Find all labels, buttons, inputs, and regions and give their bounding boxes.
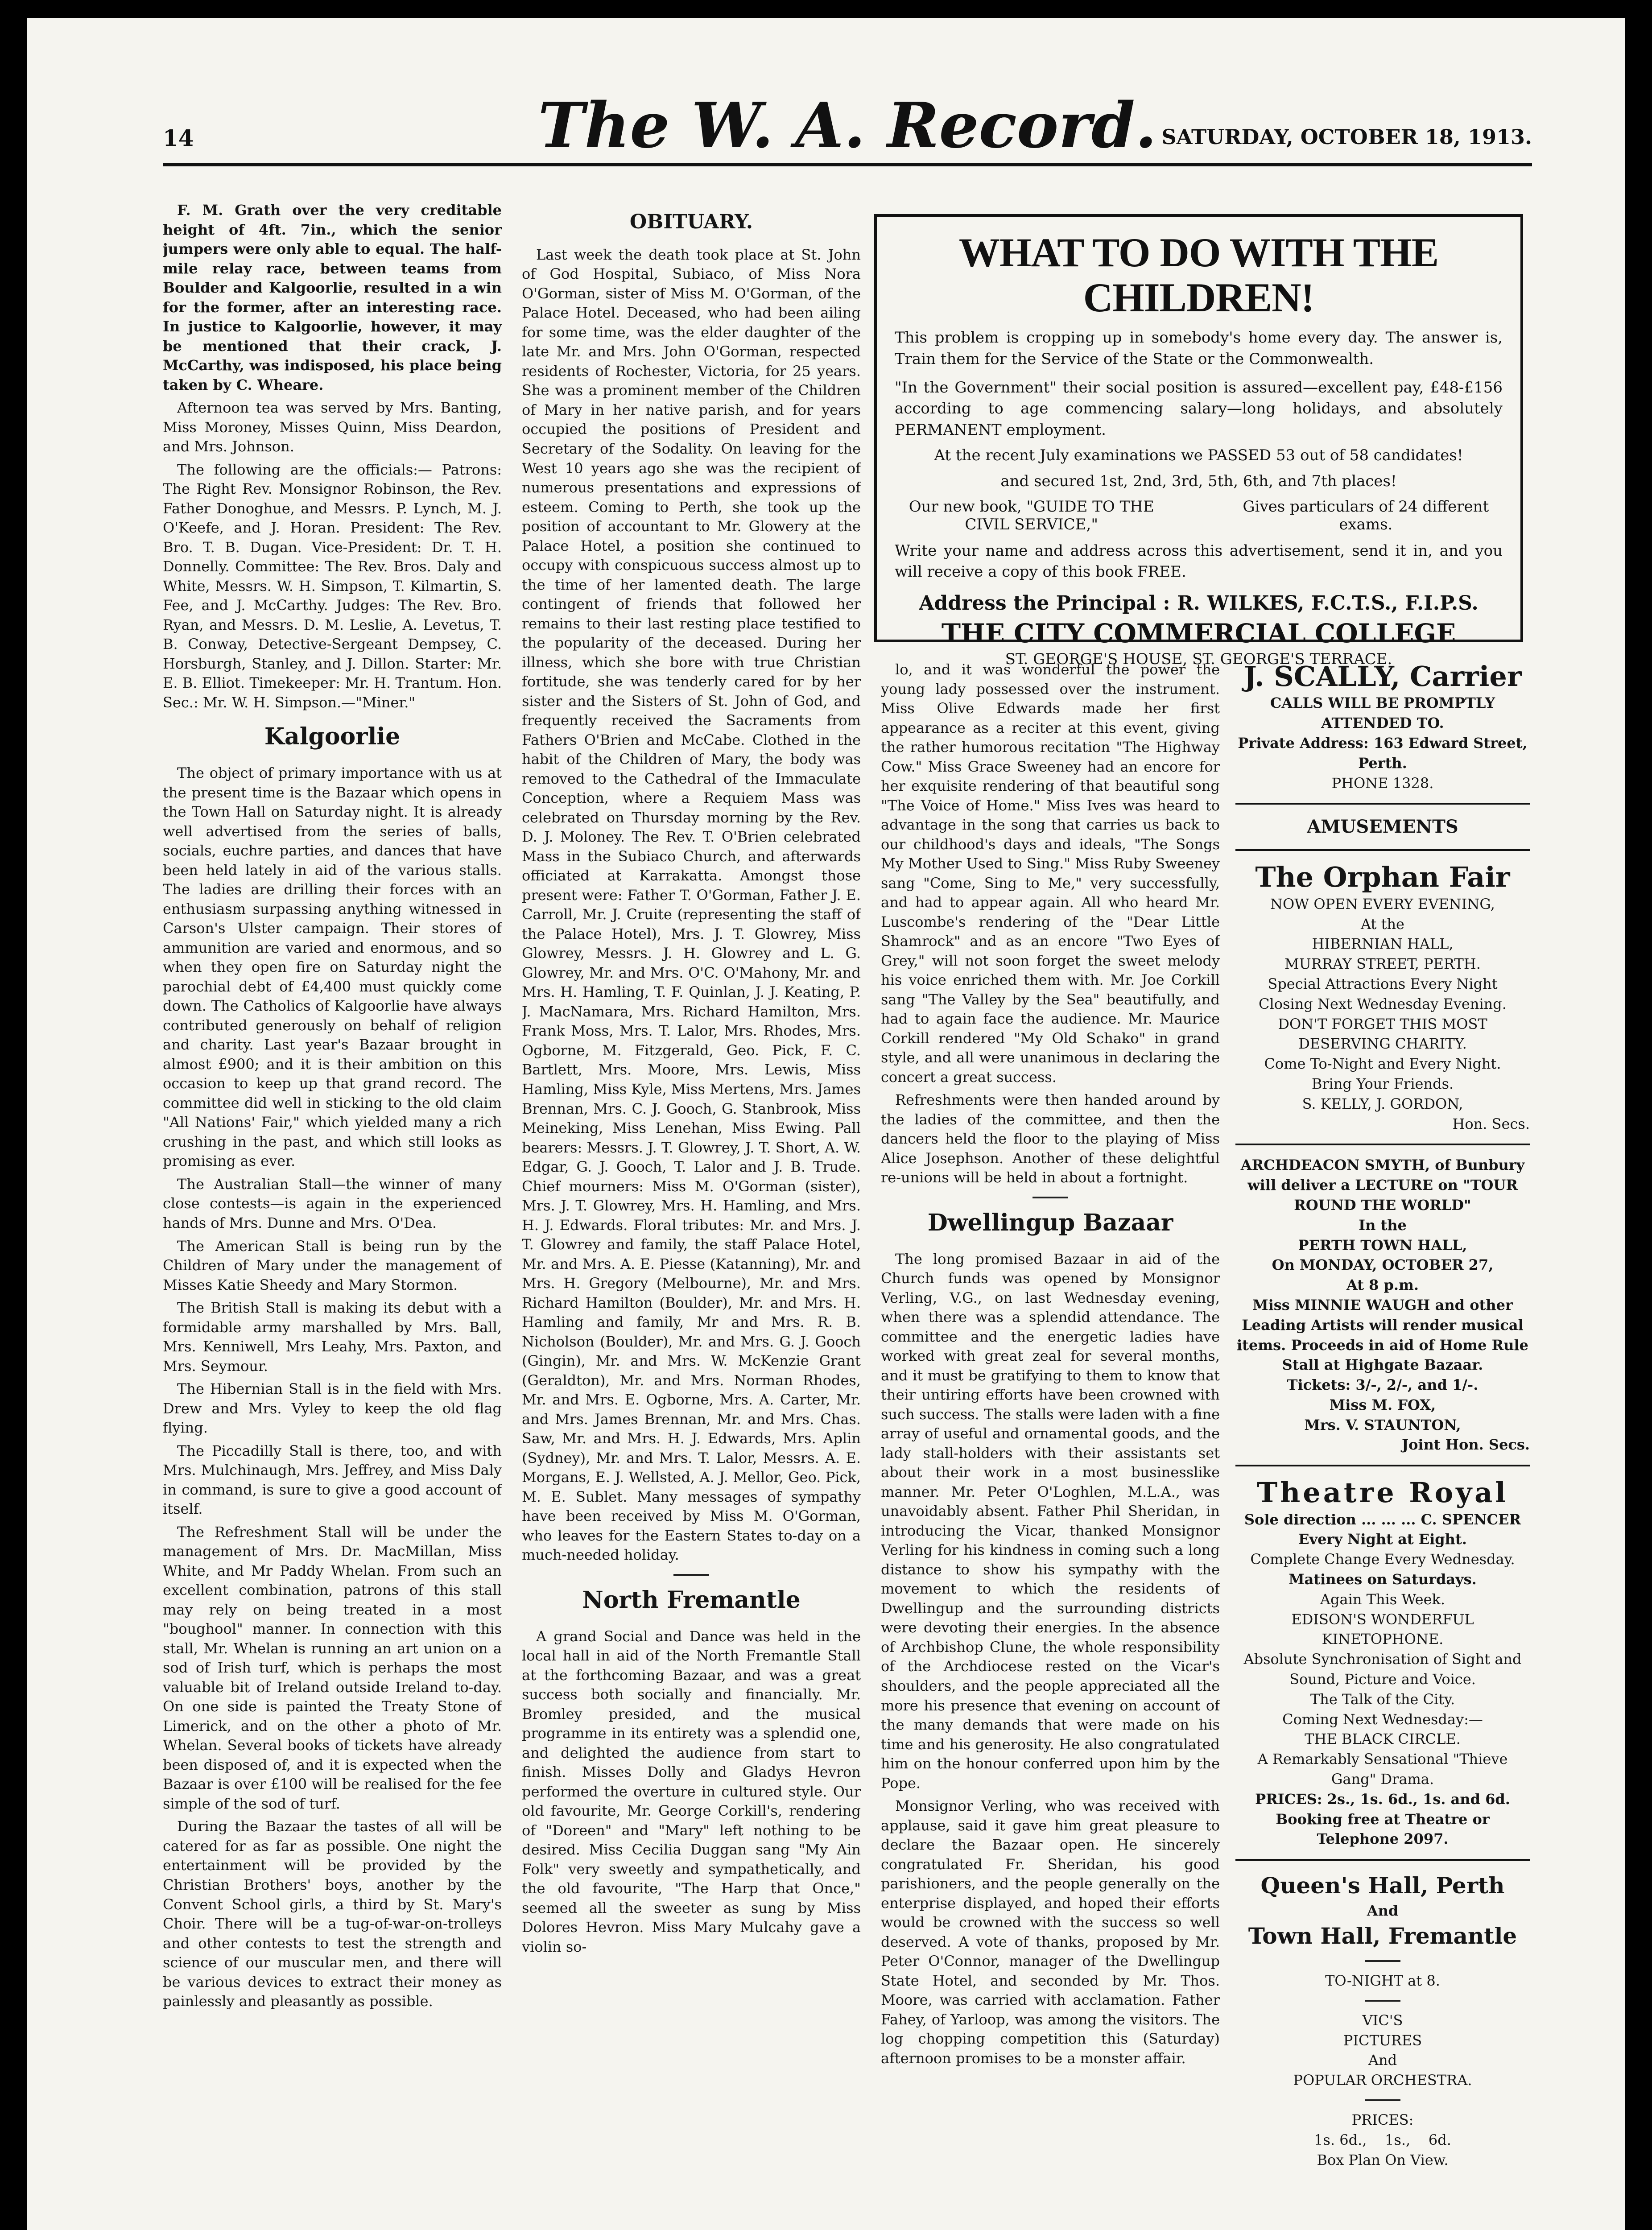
queens-line: VIC'S xyxy=(1362,2011,1403,2029)
theatre-line: Complete Change Every Wednesday. xyxy=(1250,1551,1515,1568)
theatre-line: THE BLACK CIRCLE. xyxy=(1305,1730,1461,1748)
orphan-line: Bring Your Friends. xyxy=(1311,1075,1454,1092)
town-hall-title: Town Hall, Fremantle xyxy=(1248,1923,1517,1949)
queens-line: Box Plan On View. xyxy=(1317,2151,1449,2168)
theatre-line: Absolute Synchronisation of Sight and Sound, Picture and Voice. xyxy=(1243,1651,1522,1688)
paragraph: Afternoon tea was served by Mrs. Banting, Miss Moroney, Misses Quinn, Miss Deardon, and Mrs. Johnson. xyxy=(163,399,502,455)
paragraph: The long promised Bazaar in aid of the Church funds was opened by Monsignor Verling, V.G., on last Wednesday evening, when there was a splendid attendance. The committee and the energetic ladies have worked with great zeal for several months, and it must be gratifying to them to know that their untiring efforts have been crowned with such success. The stalls were laden with a fine array of useful and ornamental goods, and the lady stall-holders with their assistants set about their work in a most businesslike manner. Mr. Peter O'Loghlen, M.L.A., was unavoidably absent. Father Phil Sheridan, in introducing the Vicar, thanked Monsignor Verling for his kindness in coming such a long distance to show his sympathy with the movement to which the residents of Dwellingup and the surrounding districts were devoting their energies. In the absence of Archbishop Clune, the whole responsibility of the Archdiocese rested on the Vicar's shoulders, and the people appreciated all the more his presence that evening on account of the many demands that were made on his time and his generosity. He also congratulated him on the honour conferred upon him by the Pope. xyxy=(881,1250,1220,1792)
divider xyxy=(1365,2000,1400,2002)
ad-heading: WHAT TO DO WITH THE CHILDREN! xyxy=(958,230,1439,321)
scally-line: CALLS WILL BE PROMPTLY ATTENDED TO. xyxy=(1270,694,1495,732)
lecture-line: ARCHDEACON SMYTH, of Bunbury will deliver a LECTURE on "TOUR ROUND THE WORLD" xyxy=(1240,1156,1525,1214)
ad-book-right: Gives particulars of 24 different exams. xyxy=(1243,497,1489,533)
lecture-line: On MONDAY, OCTOBER 27, xyxy=(1272,1256,1494,1274)
ad-results: At the recent July examinations we PASSED 53 out of 58 candidates! xyxy=(934,446,1463,465)
queens-hall-title: Queen's Hall, Perth xyxy=(1260,1872,1505,1899)
divider xyxy=(673,1574,709,1576)
theatre-line: A Remarkably Sensational "Thieve Gang" Drama. xyxy=(1257,1751,1508,1788)
section-heading-north-fremantle: North Fremantle xyxy=(582,1586,801,1614)
page-number: 14 xyxy=(163,125,194,151)
paragraph: The American Stall is being run by the Children of Mary under the management of Misses Katie Sheedy and Mary Stormon. xyxy=(163,1237,502,1293)
theatre-line: Again This Week. xyxy=(1320,1590,1446,1608)
ad-book-row xyxy=(895,498,1503,533)
theatre-line: Sole direction ... ... ... C. SPENCER xyxy=(1244,1511,1521,1528)
scally-line: Private Address: 163 Edward Street, Perth. xyxy=(1238,734,1528,772)
ad-location: ST. GEORGE'S HOUSE, ST. GEORGE'S TERRACE. xyxy=(1005,650,1392,668)
column-4-ads xyxy=(1235,660,1530,2230)
masthead xyxy=(163,89,1532,165)
paragraph: Last week the death took place at St. John of God Hospital, Subiaco, of Miss Nora O'Gorman, sister of Miss M. O'Gorman, of the Palace Hotel. Deceased, who had been ailing for some time, was the elder daughter of the late Mr. and Mrs. John O'Gorman, respected residents of Rochester, Victoria, for 25 years. She was a prominent member of the Children of Mary in her native parish, and for years occupied the positions of President and Secretary of the Sodality. On leaving for the West 10 years ago she was the recipient of numerous presentations and expressions of esteem. Coming to Perth, she took up the position of accountant to Mr. Glowery at the Palace Hotel, a position she continued to occupy with conspicuous success almost up to the time of her lamented death. The large contingent of friends that followed her remains to their last resting place testified to the popularity of the deceased. During her illness, which she bore with true Christian fortitude, she was tenderly cared for by her sister and the Sisters of St. John of God, and frequently received the Sacraments from Fathers O'Brien and McCabe. Clothed in the habit of the Children of Mary, the body was removed to the Cathedral of the Immaculate Conception, where a Requiem Mass was celebrated on Thursday morning by the Rev. D. J. Moloney. The Rev. T. O'Brien celebrated Mass in the Subiaco Church, and afterwards officiated at Karrakatta. Amongst those present were: Father T. O'Gorman, Father J. E. Carroll, Mr. J. Cruite (representing the staff of the Palace Hotel), Mrs. J. T. Glowrey, Miss Glowrey, Messrs. J. H. Glowrey and L. G. Glowrey, Mr. and Mrs. O'C. O'Mahony, Mr. and Mrs. H. Hamling, T. F. Quinlan, J. J. Keating, P. J. MacNamara, Mrs. Richard Hamilton, Mrs. Frank Moss, Mrs. T. Lalor, Mrs. Rhodes, Mrs. Ogborne, M. Fitzgerald, Geo. Pick, F. C. Bartlett, Mrs. Moore, Mrs. Lewis, Miss Hamling, Miss Kyle, Miss Mertens, Mrs. James Brennan, Mrs. C. J. Gooch, G. Stanbrook, Miss Meineking, Miss Lenehan, Miss Ewing. Pall bearers: Messrs. J. T. Glowrey, J. T. Short, A. W. Edgar, G. J. Gooch, T. Lalor and J. B. Trude. Chief mourners: Miss M. O'Gorman (sister), Mrs. J. T. Glowrey, Mrs. H. Hamling, and Mrs. H. J. Edwards. Floral tributes: Mr. and Mrs. J. T. Glowrey and family, the staff Palace Hotel, Mr. and Mrs. A. E. Piesse (Katanning), Mr. and Mrs. H. Gregory (Melbourne), Mr. and Mrs. Richard Hamilton (Boulder), Mr. and Mrs. H. Hamling and family, Mr and Mrs. R. B. Nicholson (Boulder), Mr. and Mrs. G. J. Gooch (Gingin), Mr. and Mrs. W. McKenzie Grant (Geraldton), Mr. and Mrs. Norman Rhodes, Mr. and Mrs. E. Ogborne, Mrs. A. Carter, Mr. and Mrs. James Brennan, Mr. and Mrs. Chas. Saw, Mr. and Mrs. H. J. Edwards, Mrs. Aplin (Sydney), Mr. and Mrs. T. Lalor, Messrs. A. E. Morgans, E. J. Wellsted, A. J. Mellor, Geo. Pick, M. E. Sublet. Many messages of sympathy have been received by Miss M. O'Gorman, who leaves for the Eastern States to-day on a much-needed holiday. xyxy=(522,246,861,1564)
column-1 xyxy=(163,201,502,2230)
masthead-title: The W. A. Record. xyxy=(538,89,1157,162)
scally-title: J. SCALLY, Carrier xyxy=(1243,660,1522,693)
paragraph: The Hibernian Stall is in the field with Mrs. Drew and Mrs. Vyley to keep the old flag flying. xyxy=(163,1380,502,1437)
section-heading-obituary: OBITUARY. xyxy=(629,211,753,233)
theatre-line: Coming Next Wednesday:— xyxy=(1282,1710,1483,1728)
queens-line: PICTURES xyxy=(1343,2032,1422,2049)
masthead-rule xyxy=(163,163,1532,166)
divider xyxy=(1235,849,1530,851)
queens-line: And xyxy=(1367,1902,1399,1920)
paragraph: A grand Social and Dance was held in the local hall in aid of the North Fremantle Stall at the forthcoming Bazaar, and was a great success both socially and financially. Mr. Bromley presided, and the musical programme in its entirety was a splendid one, and delighted the audience from start to finish. Misses Dolly and Gladys Hevron performed the overture in cultured style. Our old favourite, Mr. George Corkill's, rendering of "Doreen" and "Mary" left nothing to be desired. Miss Cecilia Duggan sang "My Ain Folk" very sweetly and sympathetically, and the old favourite, "The Harp that Once," seemed all the sweeter as sung by Miss Dolores Hevron. Miss Mary Mulcahy gave a violin so- xyxy=(522,1627,861,1955)
divider xyxy=(1235,1859,1530,1861)
scally-line: PHONE 1328. xyxy=(1331,774,1434,792)
newspaper-page xyxy=(27,18,1625,2230)
paragraph: Refreshments were then handed around by the ladies of the committee, and then the dancers held the floor to the playing of Miss Alice Josephson. Another of these delightful re-unions will be held in about a fortnight. xyxy=(881,1091,1220,1186)
orphan-line: HIBERNIAN HALL, xyxy=(1312,935,1454,953)
paragraph: During the Bazaar the tastes of all will be catered for as far as possible. One night the entertainment will be provided by the Christian Brothers' boys, another by the Convent School girls, a third by St. Mary's Choir. There will be a tug-of-war-on-trolleys and other contests to test the strength and science of our muscular men, and there will be various devices to extract their money as painlessly and pleasantly as possible. xyxy=(163,1818,502,2010)
lecture-line: Miss M. FOX, xyxy=(1329,1396,1436,1413)
orphan-fair-title: The Orphan Fair xyxy=(1255,861,1510,894)
paragraph: The following are the officials:— Patrons: The Right Rev. Monsignor Robinson, the Rev. Father Donoghue, and Messrs. P. Lynch, M. J. O'Keefe, and J. Horan. President: The Rev. Bro. T. B. Dugan. Vice-President: Dr. T. H. Donnelly. Committee: The Rev. Bros. Daly and White, Messrs. W. H. Simpson, T. Kilmartin, S. Fee, and J. McCarthy. Judges: The Rev. Bro. Ryan, and Messrs. D. M. Leslie, A. Levetus, T. B. Conway, Detective-Sergeant Dempsey, C. Horsburgh, Stanley, and J. Dillon. Starter: Mr. E. B. Elliot. Timekeeper: Mr. H. Trantum. Hon. Sec.: Mr. W. H. Simpson.—"Miner." xyxy=(163,461,502,711)
divider xyxy=(1365,2099,1400,2101)
lecture-line: PERTH TOWN HALL, xyxy=(1298,1236,1467,1254)
issue-date: SATURDAY, OCTOBER 18, 1913. xyxy=(1161,125,1532,149)
theatre-line: The Talk of the City. xyxy=(1310,1690,1455,1708)
lecture-line: Miss MINNIE WAUGH and other Leading Artists will render musical items. Proceeds in aid of Home Rule Stall at Highgate Bazaar. xyxy=(1237,1296,1528,1374)
queens-prices: 1s. 6d., 1s., 6d. xyxy=(1314,2131,1451,2148)
paragraph: Monsignor Verling, who was received with applause, said it gave him great pleasure to declare the Bazaar open. He sincerely congratulated Fr. Sheridan, his good parishioners, and the people generally on the enterprise displayed, and hoped their efforts would be crowned with the success so well deserved. A vote of thanks, proposed by Mr. Peter O'Connor, manager of the Dwellingup State Hotel, and seconded by Mr. Thos. Moore, was carried with acclamation. Father Fahey, of Yarloop, was among the visitors. The log chopping competition this (Saturday) afternoon promises to be a monster affair. xyxy=(881,1797,1220,2067)
paragraph: The British Stall is making its debut with a formidable army marshalled by Mrs. Ball, Mrs. Kenniwell, Mrs Leahy, Mrs. Paxton, and Mrs. Seymour. xyxy=(163,1299,502,1375)
orphan-line: Hon. Secs. xyxy=(1452,1115,1530,1132)
queens-line: POPULAR ORCHESTRA. xyxy=(1293,2072,1472,2089)
college-advertisement xyxy=(874,214,1523,668)
orphan-line: S. KELLY, J. GORDON, xyxy=(1302,1095,1463,1112)
theatre-line: Matinees on Saturdays. xyxy=(1289,1571,1477,1588)
lecture-line: Tickets: 3/-, 2/-, and 1/-. xyxy=(1287,1376,1479,1394)
section-heading-dwellingup: Dwellingup Bazaar xyxy=(927,1209,1173,1236)
column-2 xyxy=(522,201,861,2230)
theatre-line: Every Night at Eight. xyxy=(1298,1531,1467,1548)
column-3 xyxy=(881,660,1220,2230)
orphan-line: DON'T FORGET THIS MOST DESERVING CHARITY. xyxy=(1278,1015,1487,1053)
divider xyxy=(1235,1465,1530,1466)
lecture-line: At 8 p.m. xyxy=(1346,1276,1419,1294)
paragraph: The Piccadilly Stall is there, too, and with Mrs. Mulchinaugh, Mrs. Jeffrey, and Miss Daly in command, is sure to give a good account of itself. xyxy=(163,1442,502,1518)
orphan-line: At the xyxy=(1361,915,1404,933)
ad-text: Write your name and address across this advertisement, send it in, and you will receive a copy of this book FREE. xyxy=(895,541,1503,581)
lecture-line: Joint Hon. Secs. xyxy=(1401,1436,1530,1454)
theatre-line: EDISON'S WONDERFUL KINETOPHONE. xyxy=(1291,1611,1474,1648)
queens-line: TO-NIGHT at 8. xyxy=(1325,1972,1440,1990)
orphan-line: Closing Next Wednesday Evening. xyxy=(1259,995,1507,1012)
ad-places: and secured 1st, 2nd, 3rd, 5th, 6th, and 7th places! xyxy=(1000,472,1397,490)
orphan-line: NOW OPEN EVERY EVENING, xyxy=(1270,895,1495,913)
queens-line: And xyxy=(1368,2052,1397,2069)
ad-book-left: Our new book, "GUIDE TO THE CIVIL SERVICE," xyxy=(909,497,1154,533)
lecture-line: In the xyxy=(1359,1216,1407,1234)
orphan-line: Special Attractions Every Night xyxy=(1268,975,1498,992)
divider xyxy=(1365,1960,1400,1962)
paragraph: The Australian Stall—the winner of many close contests—is again in the experienced hands of Mrs. Dunne and Mrs. O'Dea. xyxy=(163,1175,502,1231)
amusements-heading: AMUSEMENTS xyxy=(1307,816,1458,838)
paragraph: The object of primary importance with us at the present time is the Bazaar which opens in the Town Hall on Saturday night. It is already well advertised from the series of balls, socials, euchre parties, and dances that have been held lately in aid of the various stalls. The ladies are drilling their forces with an enthusiasm surpassing anything witnessed in Carson's Ulster campaign. Their stores of ammunition are varied and enormous, and so when they open fire on Saturday night the parochial debt of £4,400 must quickly come down. The Catholics of Kalgoorlie have always contributed generously on behalf of religion and charity. Last year's Bazaar brought in almost £900; and it is their ambition on this occasion to keep up that grand record. The committee did well in sticking to the old claim "All Nations' Fair," which yielded many a rich crushing in the past, and which still looks as promising as ever. xyxy=(163,764,502,1170)
lecture-line: Mrs. V. STAUNTON, xyxy=(1304,1416,1461,1433)
divider xyxy=(1032,1197,1068,1198)
theatre-royal-title: Theatre Royal xyxy=(1257,1476,1508,1509)
theatre-line: PRICES: 2s., 1s. 6d., 1s. and 6d. Booking free at Theatre or Telephone 2097. xyxy=(1255,1790,1510,1848)
orphan-line: Come To-Night and Every Night. xyxy=(1264,1055,1501,1073)
paragraph: F. M. Grath over the very creditable height of 4ft. 7in., which the senior jumpers were only able to equal. The half-mile relay race, between teams from Boulder and Kalgoorlie, resulted in a win for the former, after an interesting race. In justice to Kalgoorlie, however, it may be mentioned that their crack, J. McCarthy, was indisposed, his place being taken by C. Wheare. xyxy=(163,202,502,393)
orphan-line: MURRAY STREET, PERTH. xyxy=(1284,955,1481,973)
divider xyxy=(1235,1144,1530,1145)
ad-college-name: THE CITY COMMERCIAL COLLEGE xyxy=(941,618,1456,648)
paragraph: lo, and it was wonderful the power the young lady possessed over the instrument. Miss Olive Edwards made her first appearance as a reciter at this event, giving the rather humorous recitation "The Highway Cow." Miss Grace Sweeney had an encore for her exquisite rendering of that beautiful song "The Voice of Home." Miss Ives was heard to advantage in the song that carries us back to our childhood's days and ideals, "The Songs My Mother Used to Sing." Miss Ruby Sweeney sang "Come, Sing to Me," very successfully, and had to appear again. All who heard Mr. Luscombe's rendering of the "Dear Little Shamrock" and as an encore "Two Eyes of Grey," will not soon forget the sweet melody his voice enriched them with. Mr. Joe Corkill sang "The Valley by the Sea" beautifully, and had to again face the audience. Mr. Maurice Corkill rendered "My Old Schako" in grand style, and all were unanimous in declaring the concert a great success. xyxy=(881,661,1220,1086)
ad-text: "In the Government" their social position is assured—excellent pay, £48-£156 according to age commencing salary—long holidays, and absolutely PERMANENT employment. xyxy=(895,378,1503,439)
ad-text: This problem is cropping up in somebody's home every day. The answer is, Train them for the Service of the State or the Commonwealth. xyxy=(895,329,1503,368)
section-heading-kalgoorlie: Kalgoorlie xyxy=(264,723,401,751)
ad-address: Address the Principal : R. WILKES, F.C.T.S., F.I.P.S. xyxy=(919,591,1479,615)
divider xyxy=(1235,803,1530,805)
queens-line: PRICES: xyxy=(1351,2111,1414,2128)
paragraph: The Refreshment Stall will be under the management of Mrs. Dr. MacMillan, Miss White, and Mr Paddy Whelan. From such an excellent combination, patrons of this stall may rely on being treated in a most "boughool" manner. In connection with this stall, Mr. Whelan is running an art union on a sod of Irish turf, which is perhaps the most valuable bit of Ireland outside Ireland to-day. On one side is painted the Treaty Stone of Limerick, and on the other a photo of Mr. Whelan. Several books of tickets have already been disposed of, and it is expected when the Bazaar is over £100 will be realised for the fee simple of the sod of turf. xyxy=(163,1523,502,1812)
